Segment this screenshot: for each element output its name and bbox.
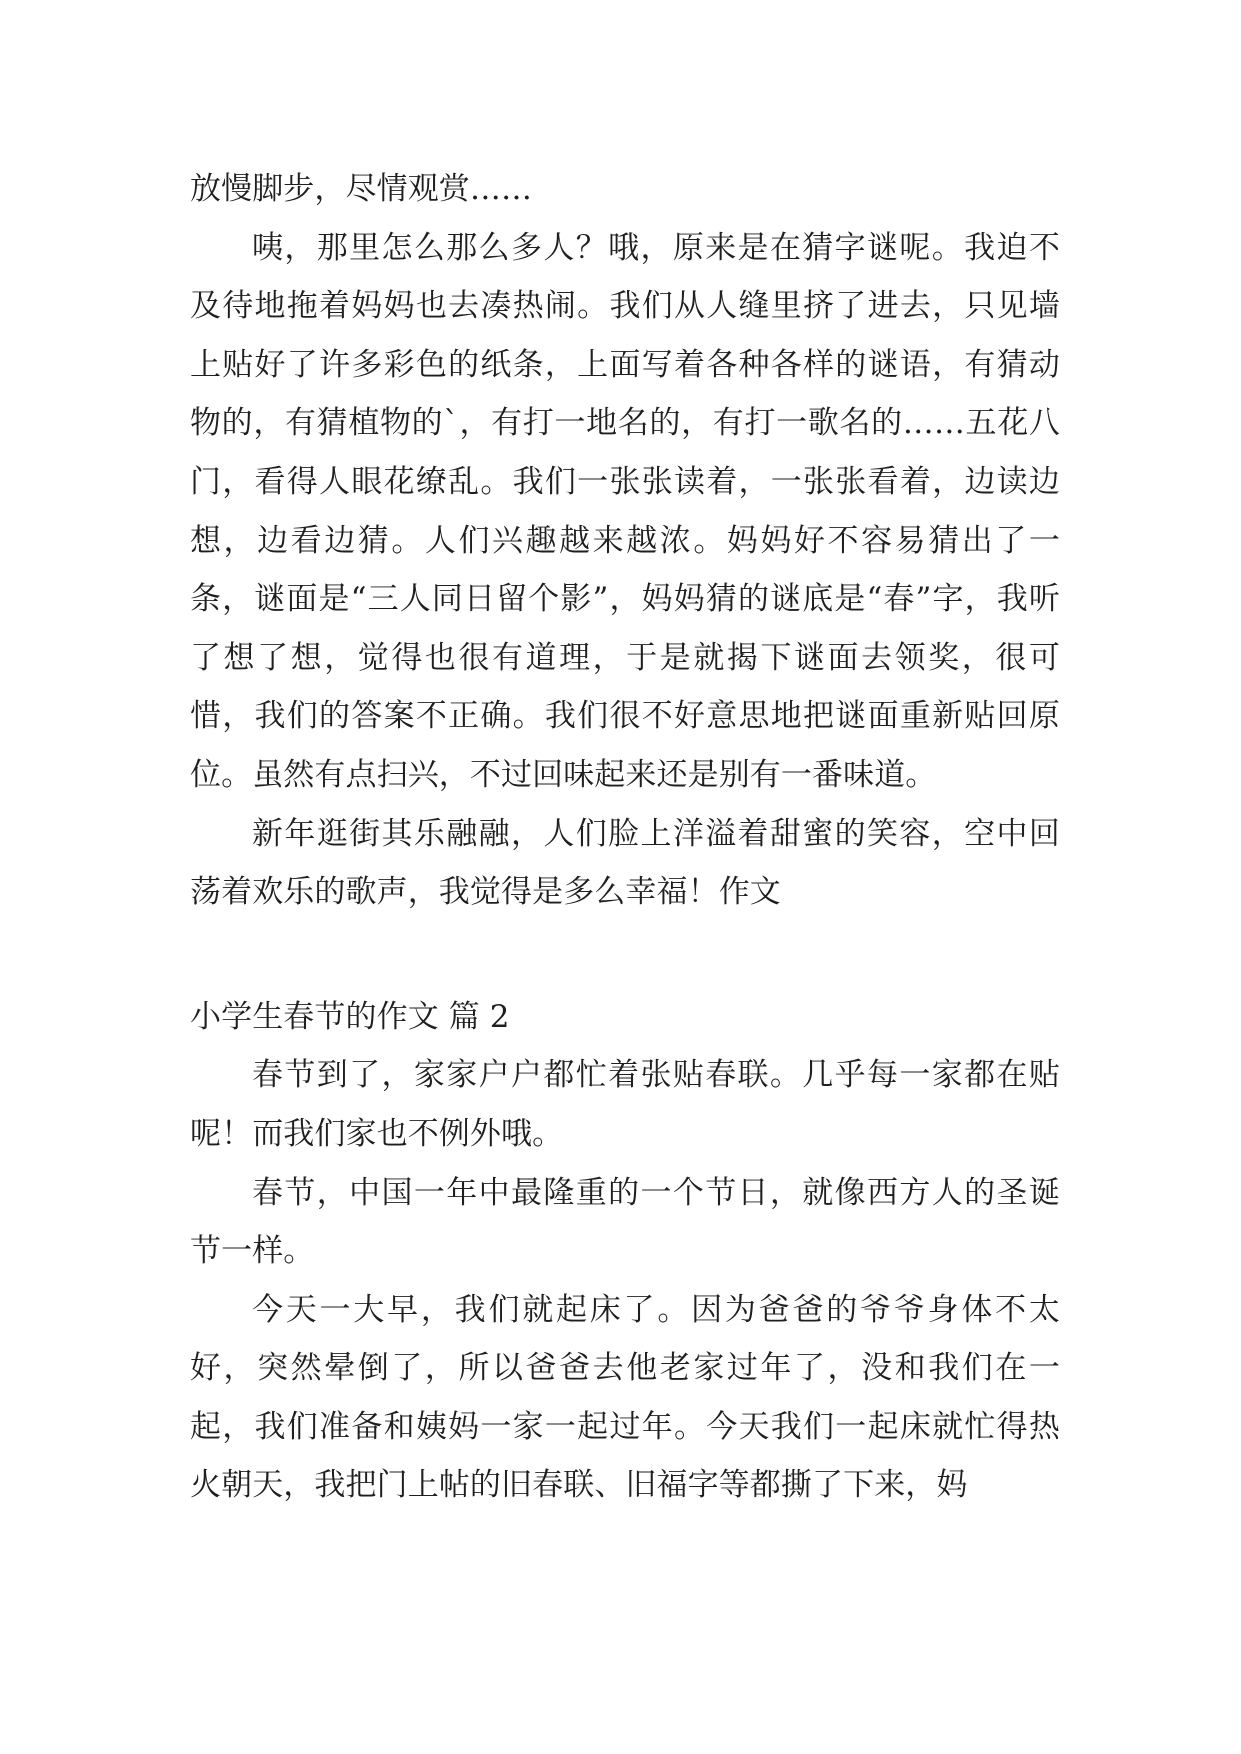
document-body [190,160,1060,1515]
paragraph-spring-couplets: 春节到了，家家户户都忙着张贴春联。几乎每一家都在贴呢！而我们家也不例外哦。 [190,1057,1060,1152]
paragraph-morning: 今天一大早，我们就起床了。因为爸爸的爷爷身体不太好，突然晕倒了，所以爸爸去他老家过年了，没和我们在一起，我们准备和姨妈一家一起过年。今天我们一起床就忙得热火朝天，我把门上帖的旧春联、旧福字等都撕了下来，妈 [190,1291,1060,1504]
paragraph-continuation: 放慢脚步，尽情观赏…… [190,171,533,207]
paragraph-riddles: 咦，那里怎么那么多人？哦，原来是在猜字谜呢。我迫不及待地拖着妈妈也去凑热闹。我们从人缝里挤了进去，只见墙上贴好了许多彩色的纸条，上面写着各种各样的谜语，有猜动物的，有猜植物的`，有打一地名的，有打一歌名的……五花八门，看得人眼花缭乱。我们一张张读着，一张张看着，边读边想，边看边猜。人们兴趣越来越浓。妈妈好不容易猜出了一条，谜面是“三人同日留个影”，妈妈猜的谜底是“春”字，我听了想了想，觉得也很有道理，于是就揭下谜面去领奖，很可惜，我们的答案不正确。我们很不好意思地把谜面重新贴回原位。虽然有点扫兴，不过回味起来还是别有一番味道。 [190,229,1060,793]
paragraph-new-year-stroll: 新年逛街其乐融融，人们脸上洋溢着甜蜜的笑容，空中回荡着欢乐的歌声，我觉得是多么幸福！作文 [190,815,1060,911]
paragraph-spring-festival: 春节，中国一年中最隆重的一个节日，就像西方人的圣诞节一样。 [190,1174,1060,1270]
section-title: 小学生春节的作文 篇 2 [190,998,510,1035]
